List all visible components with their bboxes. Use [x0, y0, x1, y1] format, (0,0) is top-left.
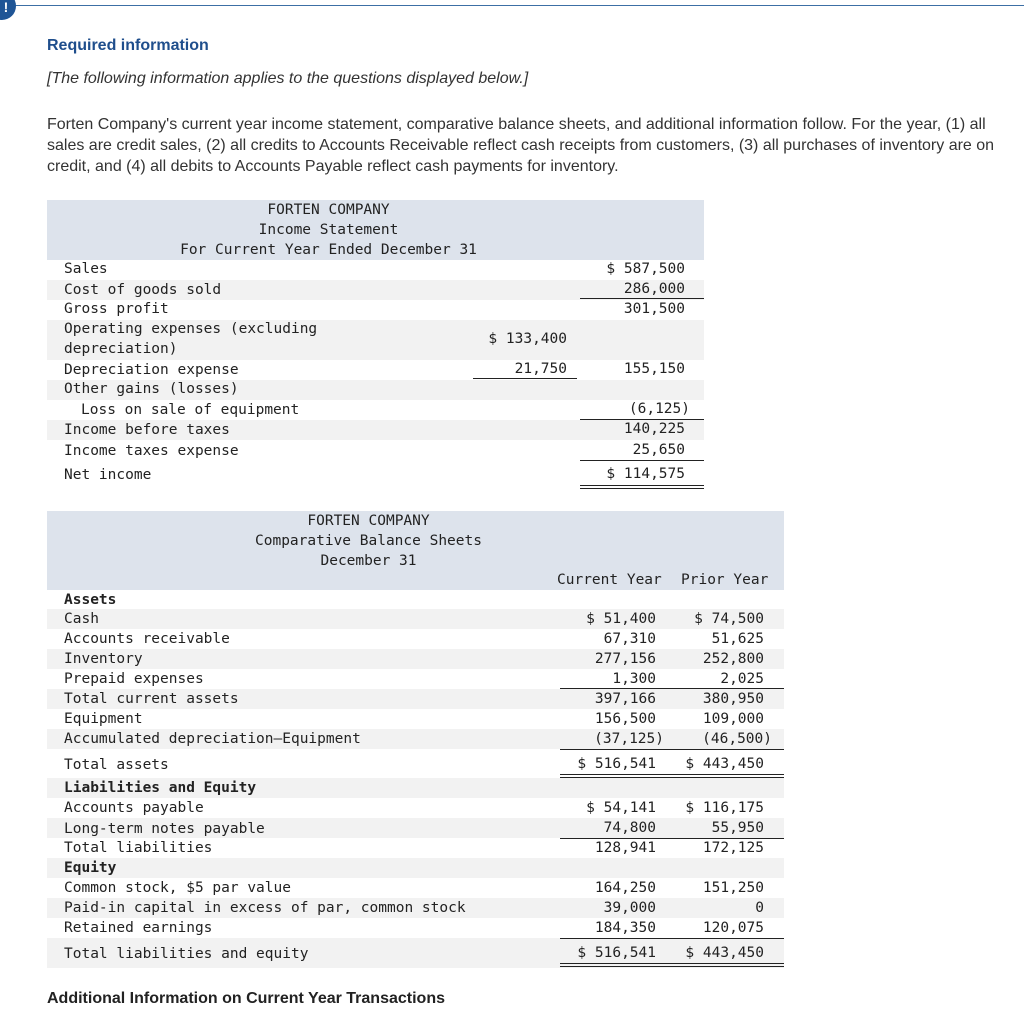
bs-current-retained-earnings: 184,350 — [594, 920, 656, 936]
column-header-prior-year: Prior Year — [681, 572, 769, 588]
bs-current-accounts-receivable: 67,310 — [603, 631, 656, 647]
is-label-operating-expenses: Operating expenses (excluding — [64, 321, 318, 337]
balance-sheet-title: Comparative Balance Sheets — [255, 533, 482, 549]
is-label-income-taxes: Income taxes expense — [64, 443, 239, 459]
bs-label-accumulated-depreciation: Accumulated depreciation—Equipment — [64, 731, 361, 747]
bs-total-assets-double-underline-1 — [560, 774, 784, 775]
income-statement-company: FORTEN COMPANY — [267, 202, 390, 218]
bs-current-cash: $ 51,400 — [586, 611, 656, 627]
bs-section-assets: Assets — [64, 592, 117, 608]
is-label-gross-profit: Gross profit — [64, 301, 169, 317]
is-label-operating-expenses-line2: depreciation) — [64, 341, 178, 357]
bs-section-liabilities-equity: Liabilities and Equity — [64, 780, 257, 796]
is-net-income-double-underline-2 — [580, 488, 704, 489]
is-label-depreciation: Depreciation expense — [64, 362, 239, 378]
bs-label-paid-in-capital: Paid-in capital in excess of par, common stock — [64, 900, 466, 916]
bs-total-le-double-underline-1 — [560, 963, 784, 964]
bs-prior-paid-in-capital: 0 — [755, 900, 764, 916]
bs-label-equipment: Equipment — [64, 711, 143, 727]
income-statement-title: Income Statement — [258, 222, 399, 238]
bs-current-paid-in-capital: 39,000 — [603, 900, 656, 916]
is-label-other-gains: Other gains (losses) — [64, 381, 239, 397]
balance-sheet-date: December 31 — [320, 553, 417, 569]
bs-label-accounts-receivable: Accounts receivable — [64, 631, 230, 647]
bs-prior-prepaid: 2,025 — [720, 671, 764, 687]
bs-label-total-assets: Total assets — [64, 757, 169, 773]
bs-label-retained-earnings: Retained earnings — [64, 920, 213, 936]
bs-current-total-liabilities-equity: $ 516,541 — [577, 945, 656, 961]
intro-paragraph: Forten Company's current year income statement, comparative balance sheets, and additional information follow. For the year, (1) all sales are credit sales, (2) all credits to Accounts Receivable reflect cash receipts from customers, (3) all purchases of inventory are on credit, and (4) all debits to Accounts Payable reflect cash payments for inventory. — [47, 116, 995, 175]
is-net-income-double-underline-1 — [580, 485, 704, 486]
bs-section-equity: Equity — [64, 860, 117, 876]
is-value-depreciation-inner: 21,750 — [514, 361, 567, 377]
bs-label-cash: Cash — [64, 611, 99, 627]
bs-current-accumulated-depreciation: (37,125) — [594, 731, 664, 747]
bs-prior-total-current-assets: 380,950 — [702, 691, 764, 707]
bs-row-band — [47, 858, 784, 878]
required-information-subtitle: [The following information applies to the questions displayed below.] — [47, 70, 529, 87]
bs-label-common-stock: Common stock, $5 par value — [64, 880, 291, 896]
is-value-income-taxes: 25,650 — [632, 442, 685, 458]
bs-label-prepaid-expenses: Prepaid expenses — [64, 671, 204, 687]
is-value-loss-on-sale: (6,125) — [628, 401, 690, 417]
is-label-cogs: Cost of goods sold — [64, 282, 222, 298]
is-value-cogs: 286,000 — [623, 281, 685, 297]
is-value-net-income: $ 114,575 — [606, 466, 685, 482]
bs-current-equipment: 156,500 — [594, 711, 656, 727]
bs-prior-accounts-payable: $ 116,175 — [685, 800, 764, 816]
bs-prior-accounts-receivable: 51,625 — [711, 631, 764, 647]
bs-retained-earnings-underline — [560, 938, 784, 939]
bs-prior-cash: $ 74,500 — [694, 611, 764, 627]
bs-current-accounts-payable: $ 54,141 — [586, 800, 656, 816]
bs-prepaid-underline — [560, 688, 784, 689]
bs-prior-accumulated-depreciation: (46,500) — [702, 731, 772, 747]
bs-prior-equipment: 109,000 — [702, 711, 764, 727]
required-information-title: Required information — [47, 37, 209, 54]
bs-label-total-current-assets: Total current assets — [64, 691, 239, 707]
bs-current-total-assets: $ 516,541 — [577, 756, 656, 772]
bs-current-total-liabilities: 128,941 — [594, 840, 656, 856]
bs-prior-total-liabilities-equity: $ 443,450 — [685, 945, 764, 961]
is-taxes-underline — [580, 460, 704, 461]
is-label-sales: Sales — [64, 261, 108, 277]
is-value-income-before-taxes: 140,225 — [623, 421, 685, 437]
bs-prior-retained-earnings: 120,075 — [702, 920, 764, 936]
top-divider — [0, 5, 1024, 6]
bs-notes-underline — [560, 838, 784, 839]
is-label-net-income: Net income — [64, 467, 152, 483]
bs-label-total-liabilities-equity: Total liabilities and equity — [64, 946, 309, 962]
additional-information-heading: Additional Information on Current Year Transactions — [47, 990, 445, 1007]
bs-prior-total-assets: $ 443,450 — [685, 756, 764, 772]
bs-current-prepaid: 1,300 — [612, 671, 656, 687]
bs-total-le-double-underline-2 — [560, 966, 784, 967]
income-statement-period: For Current Year Ended December 31 — [180, 242, 477, 258]
is-value-operating-expenses: $ 133,400 — [488, 331, 567, 347]
bs-label-accounts-payable: Accounts payable — [64, 800, 204, 816]
bs-current-common-stock: 164,250 — [594, 880, 656, 896]
bs-prior-common-stock: 151,250 — [702, 880, 764, 896]
is-value-gross-profit: 301,500 — [623, 301, 685, 317]
is-label-income-before-taxes: Income before taxes — [64, 422, 230, 438]
bs-total-assets-double-underline-2 — [560, 777, 784, 778]
column-header-current-year: Current Year — [557, 572, 662, 588]
bs-current-inventory: 277,156 — [594, 651, 656, 667]
alert-icon: ! — [0, 0, 16, 20]
bs-label-inventory: Inventory — [64, 651, 143, 667]
bs-prior-inventory: 252,800 — [702, 651, 764, 667]
bs-prior-long-term-notes: 55,950 — [711, 820, 764, 836]
balance-sheet-company: FORTEN COMPANY — [307, 513, 430, 529]
bs-current-long-term-notes: 74,800 — [603, 820, 656, 836]
is-inner-underline — [473, 378, 577, 379]
is-label-loss-on-sale: Loss on sale of equipment — [81, 402, 300, 418]
is-value-sales: $ 587,500 — [606, 261, 685, 277]
bs-label-total-liabilities: Total liabilities — [64, 840, 213, 856]
bs-label-long-term-notes: Long-term notes payable — [64, 821, 265, 837]
bs-prior-total-liabilities: 172,125 — [702, 840, 764, 856]
is-value-total-expenses: 155,150 — [623, 361, 685, 377]
bs-current-total-current-assets: 397,166 — [594, 691, 656, 707]
bs-accum-dep-underline — [560, 749, 784, 750]
